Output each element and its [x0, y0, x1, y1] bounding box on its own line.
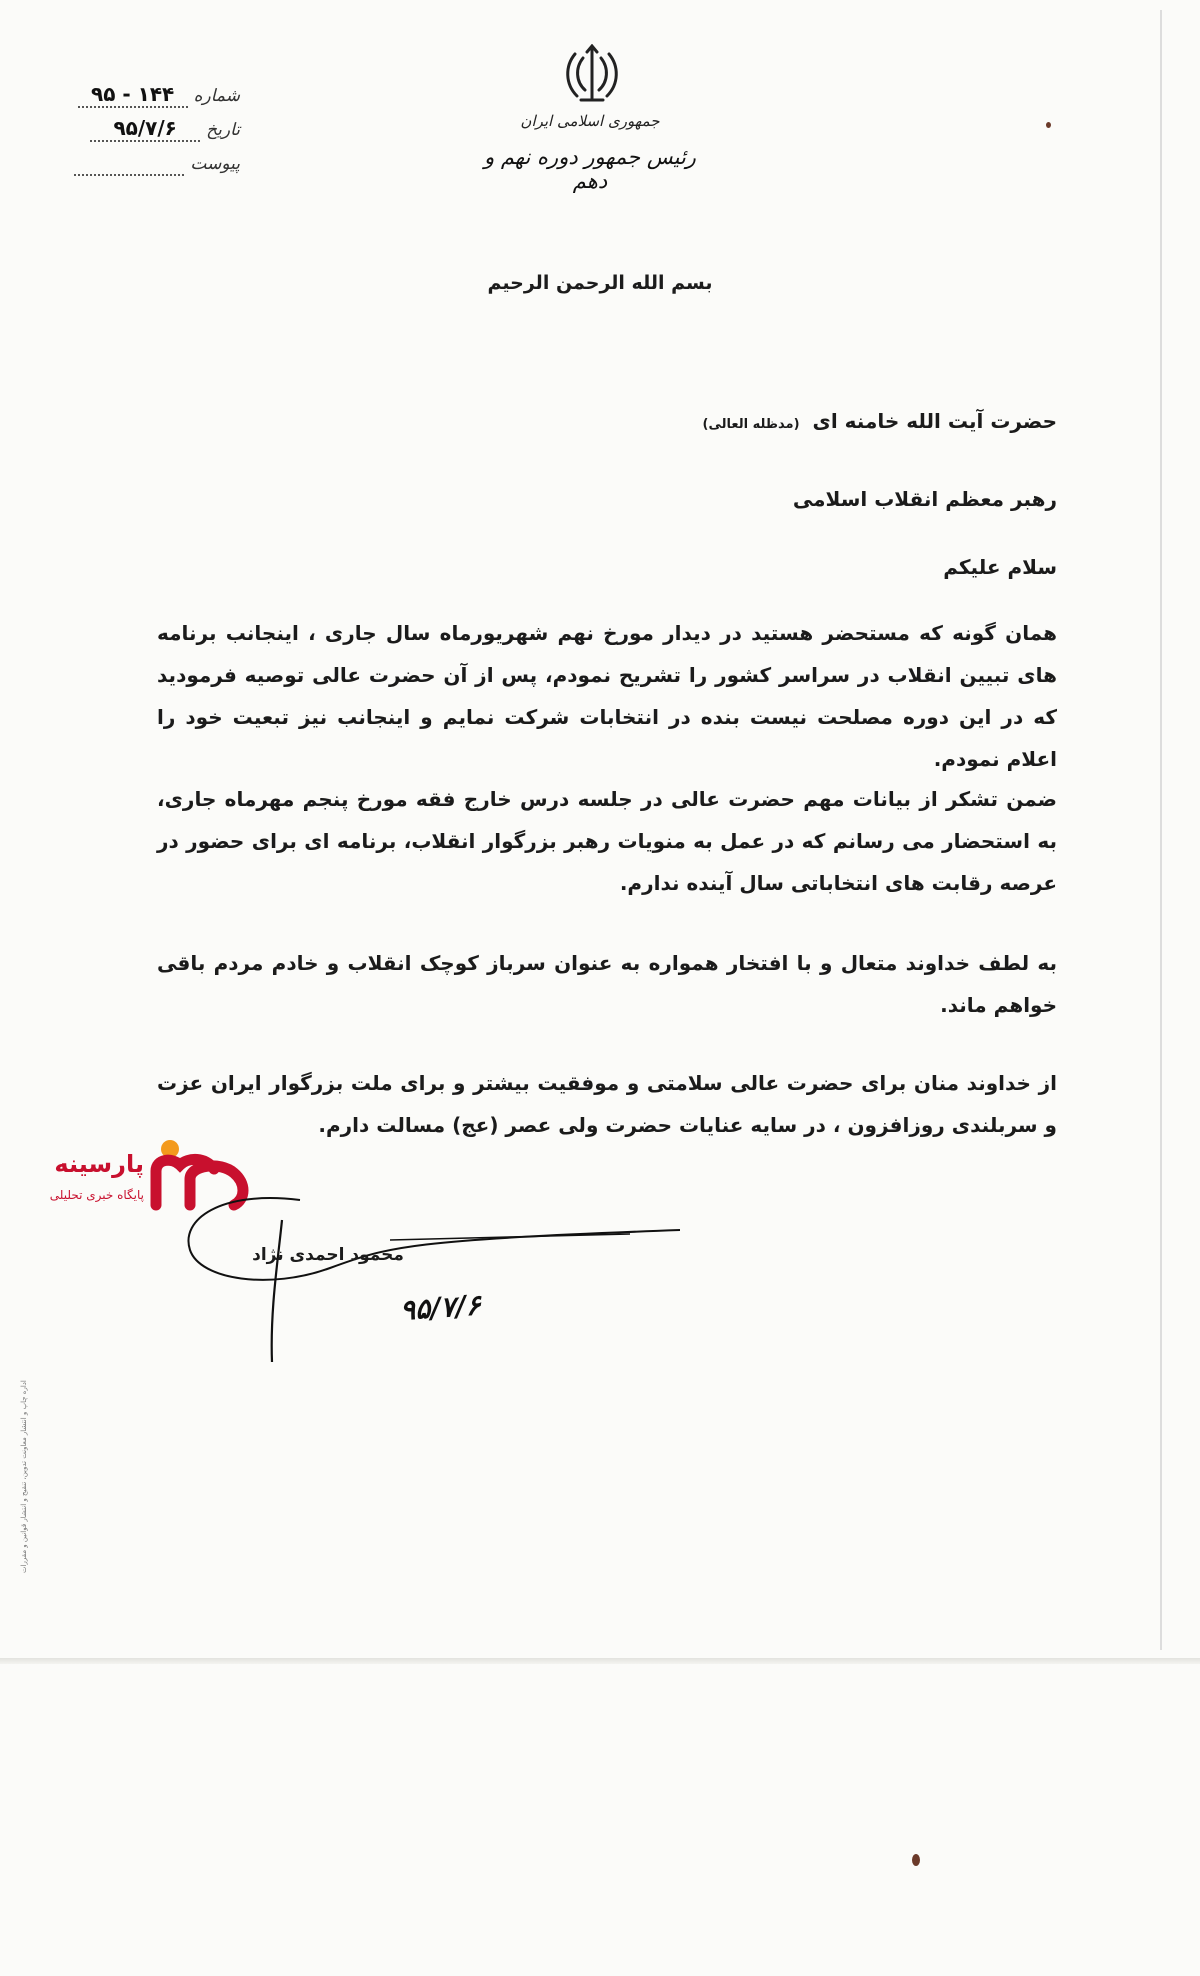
watermark-subtitle: پایگاه خبری تحلیلی: [49, 1188, 144, 1202]
signer-name: محمود احمدی نژاد: [252, 1245, 404, 1265]
watermark-name: پارسینه: [54, 1150, 144, 1178]
signature-date: ۹۵/۷/۶: [398, 1288, 482, 1327]
paragraph-4: از خداوند منان برای حضرت عالی سلامتی و موفقیت بیشتر و برای ملت بزرگوار ایران عزت و سربلندی روزافزون ، در سایه عنایات حضرت ولی عصر (عج) مسالت دارم.: [157, 1071, 1057, 1137]
date-line: [60, 116, 240, 150]
date-label: تاریخ: [206, 120, 240, 140]
paragraph-1: همان گونه که مستحضر هستید در دیدار مورخ نهم شهریورماه سال جاری ، اینجانب برنامه های تبیین انقلاب در سراسر کشور را تشریح نمودم، پس از آن حضرت عالی توصیه فرمودید که در این دوره مصلحت نیست بنده در انتخابات شرکت نمایم و اینجانب نیز تبعیت خود را اعلام نمودم.: [157, 621, 1057, 771]
number-value: ۹۵ - ۱۴۴: [78, 82, 188, 108]
attachment-line: [60, 150, 240, 184]
attachment-label: پیوست: [190, 154, 240, 174]
basmala: بسم الله الرحمن الرحیم: [487, 272, 713, 294]
date-value: ۹۵/۷/۶: [90, 116, 200, 142]
paragraph-3: به لطف خداوند متعال و با افتخار همواره به عنوان سرباز کوچک انقلاب و خادم مردم باقی خواهم ماند.: [157, 951, 1057, 1017]
page-border: [1160, 10, 1162, 1650]
page-edge: [0, 1658, 1200, 1664]
paragraph-2: ضمن تشکر از بیانات مهم حضرت عالی در جلسه درس خارج فقه مورخ پنجم مهرماه جاری، به استحضار می رسانم که در عمل به منویات رهبر بزرگوار انقلاب، برنامه ای برای حضور در عرصه رقابت های انتخاباتی سال آینده ندارم.: [157, 787, 1057, 895]
number-label: شماره: [193, 86, 240, 106]
addressee: [157, 400, 1057, 446]
addressee-name: حضرت آیت الله خامنه ای: [812, 409, 1057, 433]
addressee-honorific: (مدظله العالی): [702, 417, 800, 432]
president-title: رئیس جمهور دوره نهم و دهم: [484, 145, 696, 193]
attachment-value: [74, 150, 184, 176]
iran-emblem-icon: [563, 44, 621, 106]
side-note: اداره چاپ و انتشار معاونت تدوین، تنقیح و انتشار قوانین و مقررات: [20, 1380, 28, 1573]
republic-title: جمهوری اسلامی ایران: [520, 112, 660, 130]
greeting: سلام علیکم: [943, 555, 1057, 579]
number-line: [60, 82, 240, 116]
scan-speck: [1046, 122, 1051, 128]
scan-speck: [912, 1854, 920, 1866]
handwritten-signature: [160, 1180, 680, 1380]
reference-block: [60, 82, 240, 184]
leader-title: رهبر معظم انقلاب اسلامی: [792, 487, 1057, 511]
